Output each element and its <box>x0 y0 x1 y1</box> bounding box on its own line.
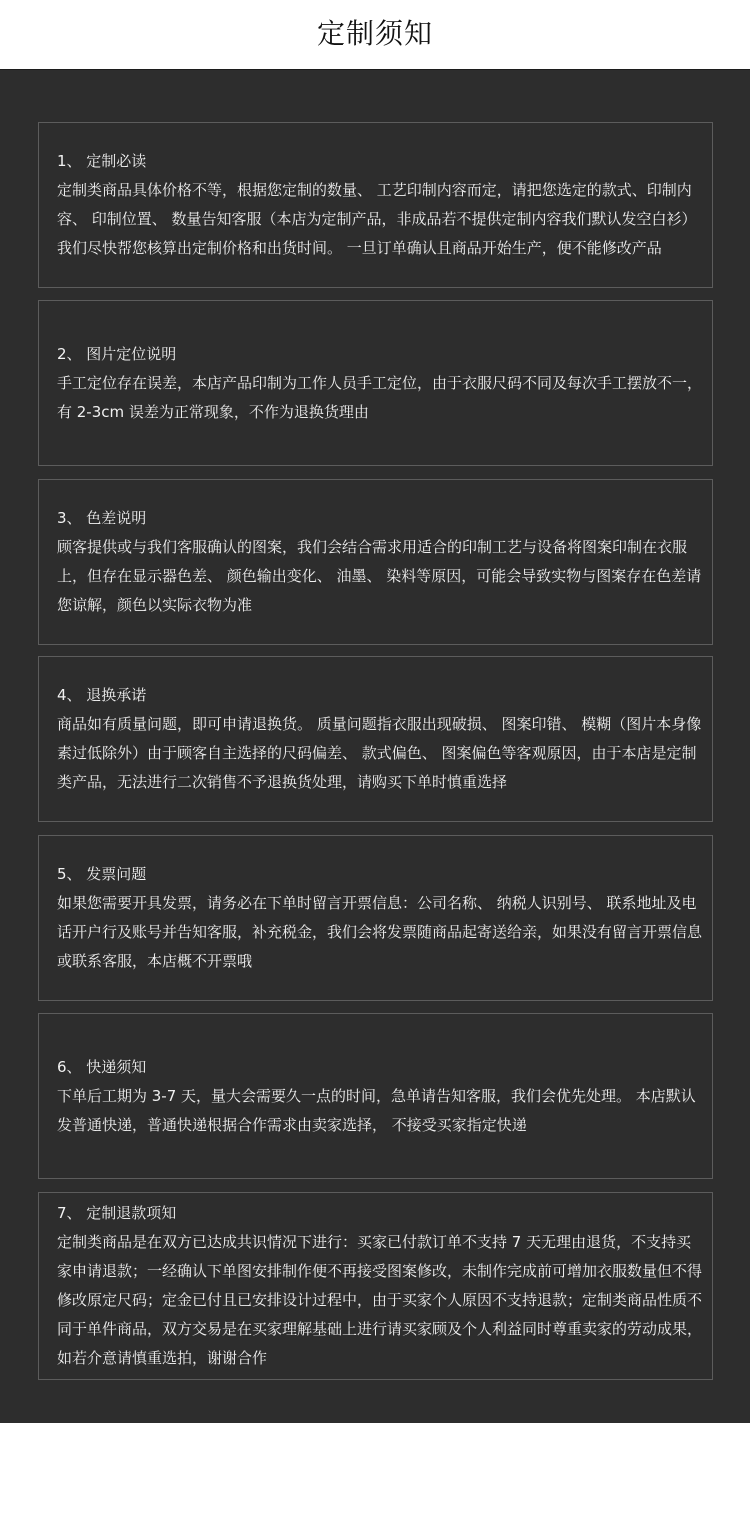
notice-card-custom-must-read <box>38 122 713 288</box>
notice-card-body: 顾客提供或与我们客服确认的图案，我们会结合需求用适合的印制工艺与设备将图案印制在衣服上，但存在显示器色差、 颜色输出变化、 油墨、 染料等原因，可能会导致实物与图案存在色差请您谅解，颜色以实际衣物为准 <box>57 538 702 614</box>
notice-card-refund <box>38 1192 713 1380</box>
notice-card-title: 7、 定制退款项知 <box>57 1204 177 1222</box>
notice-card-body: 定制类商品是在双方已达成共识情况下进行：买家已付款订单不支持 7 天无理由退货，不支持买家申请退款；一经确认下单图安排制作便不再接受图案修改，未制作完成前可增加衣服数量但不得修改原定尺码；定金已付且已安排设计过程中，由于买家个人原因不支持退款；定制类商品性质不同于单件商品，双方交易是在买家理解基础上进行请买家顾及个人利益同时尊重卖家的劳动成果，如若介意请慎重选拍，谢谢合作 <box>57 1233 703 1367</box>
notice-card-invoice <box>38 835 713 1001</box>
notice-panel <box>0 69 750 1423</box>
notice-card-title: 1、 定制必读 <box>57 152 147 170</box>
notice-card-body: 如果您需要开具发票，请务必在下单时留言开票信息：公司名称、 纳税人识别号、 联系地址及电话开户行及账号并告知客服，补充税金，我们会将发票随商品起寄送给亲，如果没有留言开票信息或联系客服，本店概不开票哦 <box>57 894 703 970</box>
notice-card-delivery <box>38 1013 713 1179</box>
notice-card-title: 5、 发票问题 <box>57 865 147 883</box>
notice-card-body: 商品如有质量问题，即可申请退换货。 质量问题指衣服出现破损、 图案印错、 模糊（图片本身像素过低除外）由于顾客自主选择的尺码偏差、 款式偏色、 图案偏色等客观原因，由于本店是定制类产品，无法进行二次销售不予退换货处理，请购买下单时慎重选择 <box>57 715 702 791</box>
notice-card-body: 手工定位存在误差，本店产品印制为工作人员手工定位，由于衣服尺码不同及每次手工摆放不一，有 2-3cm 误差为正常现象，不作为退换货理由 <box>57 373 703 421</box>
notice-card-title: 3、 色差说明 <box>57 509 147 527</box>
page-footer-blank <box>0 1423 750 1522</box>
notice-card-color-difference <box>38 479 713 645</box>
notice-card-title: 2、 图片定位说明 <box>57 344 177 363</box>
notice-card-body: 下单后工期为 3-7 天，量大会需要久一点的时间，急单请告知客服，我们会优先处理。 本店默认发普通快递，普通快递根据合作需求由卖家选择， 不接受买家指定快递 <box>57 1086 696 1134</box>
notice-card-image-positioning <box>38 300 713 466</box>
page-title: 定制须知 <box>316 17 433 50</box>
notice-card-title: 6、 快递须知 <box>57 1057 147 1076</box>
notice-card-return-promise <box>38 656 713 822</box>
notice-card-body: 定制类商品具体价格不等，根据您定制的数量、 工艺印制内容而定，请把您选定的款式、印制内容、 印制位置、 数量告知客服（本店为定制产品，非成品若不提供定制内容我们默认发空白衫）我们尽快帮您核算出定制价格和出货时间。 一旦订单确认且商品开始生产，便不能修改产品 <box>57 181 697 257</box>
notice-card-title: 4、 退换承诺 <box>57 686 147 704</box>
page-header <box>0 0 750 69</box>
